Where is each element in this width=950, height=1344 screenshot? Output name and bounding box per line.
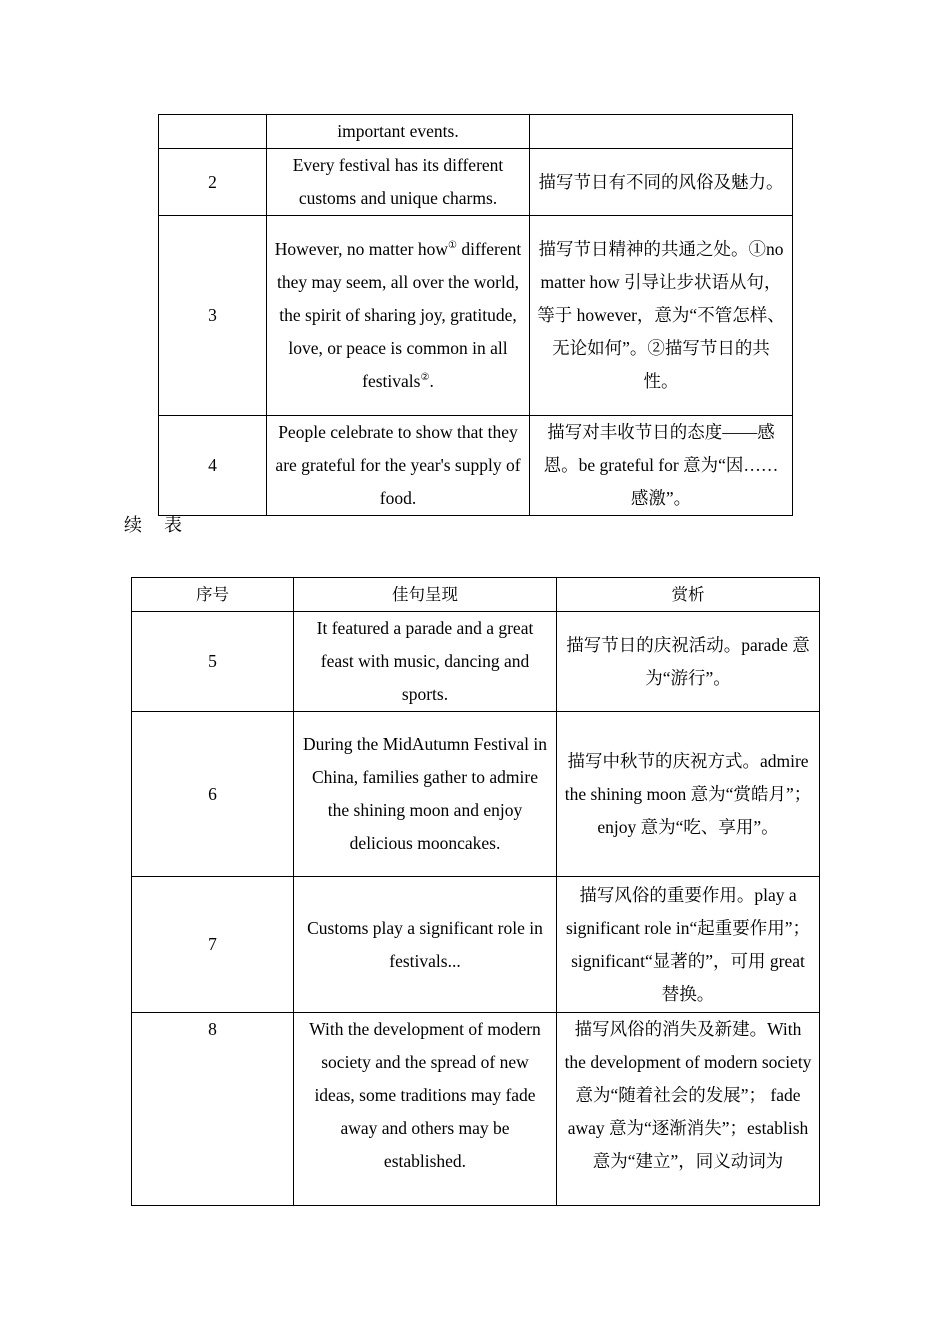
sentence-cell: Customs play a significant role in festivals...: [294, 877, 557, 1013]
row-number: 8: [132, 1013, 294, 1206]
sentence-cell: Every festival has its different customs and unique charms.: [267, 149, 530, 216]
table-row: [132, 712, 820, 877]
sentence-cell: important events.: [267, 115, 530, 149]
sentence-cell: People celebrate to show that they are grateful for the year's supply of food.: [267, 416, 530, 516]
row-number: 7: [132, 877, 294, 1013]
table-row: [159, 216, 793, 416]
row-number: 3: [159, 216, 267, 416]
festival-sentences-table-continued: [158, 114, 793, 516]
sentence-cell: It featured a parade and a great feast with music, dancing and sports.: [294, 612, 557, 712]
sentence-cell: [267, 216, 530, 416]
caption-second-char: 表: [164, 515, 182, 535]
table-row: [159, 115, 793, 149]
footnote-marker-1: ①: [448, 240, 457, 251]
table-row: [132, 612, 820, 712]
table-row: [159, 149, 793, 216]
row-number: 2: [159, 149, 267, 216]
sentence-text-part: different they may seem, all over the world, the spirit of sharing joy, gratitude, love, or peace is common in all festivals: [276, 239, 522, 391]
analysis-cell: 描写节日的庆祝活动。parade 意为“游行”。: [557, 612, 820, 712]
row-number: 6: [132, 712, 294, 877]
row-number: 5: [132, 612, 294, 712]
sentence-cell: With the development of modern society and the spread of new ideas, some traditions may fade away and others may be established.: [294, 1013, 557, 1206]
sentence-text-part: .: [429, 371, 434, 391]
analysis-cell: 描写风俗的重要作用。play a significant role in“起重要作用”；significant“显著的”，可用 great 替换。: [557, 877, 820, 1013]
table-continued-caption: [124, 510, 182, 540]
analysis-cell: 描写对丰收节日的态度——感恩。be grateful for 意为“因……感激”。: [530, 416, 793, 516]
row-number: [159, 115, 267, 149]
analysis-cell: [557, 1013, 820, 1206]
table-row: [159, 416, 793, 516]
header-number: 序号: [132, 578, 294, 612]
caption-first-char: 续: [124, 515, 142, 535]
header-sentence: 佳句呈现: [294, 578, 557, 612]
table-row: [132, 1013, 820, 1206]
row-number: 4: [159, 416, 267, 516]
footnote-marker-2: ②: [420, 372, 430, 383]
festival-sentences-table: [131, 577, 820, 1206]
table-row: [132, 877, 820, 1013]
analysis-cell: [530, 115, 793, 149]
analysis-cell: 描写节日精神的共通之处。①no matter how 引导让步状语从句，等于 however，意为“不管怎样、无论如何”。②描写节日的共性。: [530, 216, 793, 416]
sentence-cell: During the MidAutumn Festival in China, families gather to admire the shining moon and enjoy delicious mooncakes.: [294, 712, 557, 877]
analysis-text: 描写风俗的消失及新建。With the development of modern society 意为“随着社会的发展”； fade away 意为“逐渐消失”；establish 意为“建立”，同义动词为: [564, 1019, 812, 1171]
header-analysis: 赏析: [557, 578, 820, 612]
analysis-cell: 描写中秋节的庆祝方式。admire the shining moon 意为“赏皓月”；enjoy 意为“吃、享用”。: [557, 712, 820, 877]
sentence-text-part: However, no matter how: [274, 239, 448, 259]
table-header-row: [132, 578, 820, 612]
analysis-cell: 描写节日有不同的风俗及魅力。: [530, 149, 793, 216]
